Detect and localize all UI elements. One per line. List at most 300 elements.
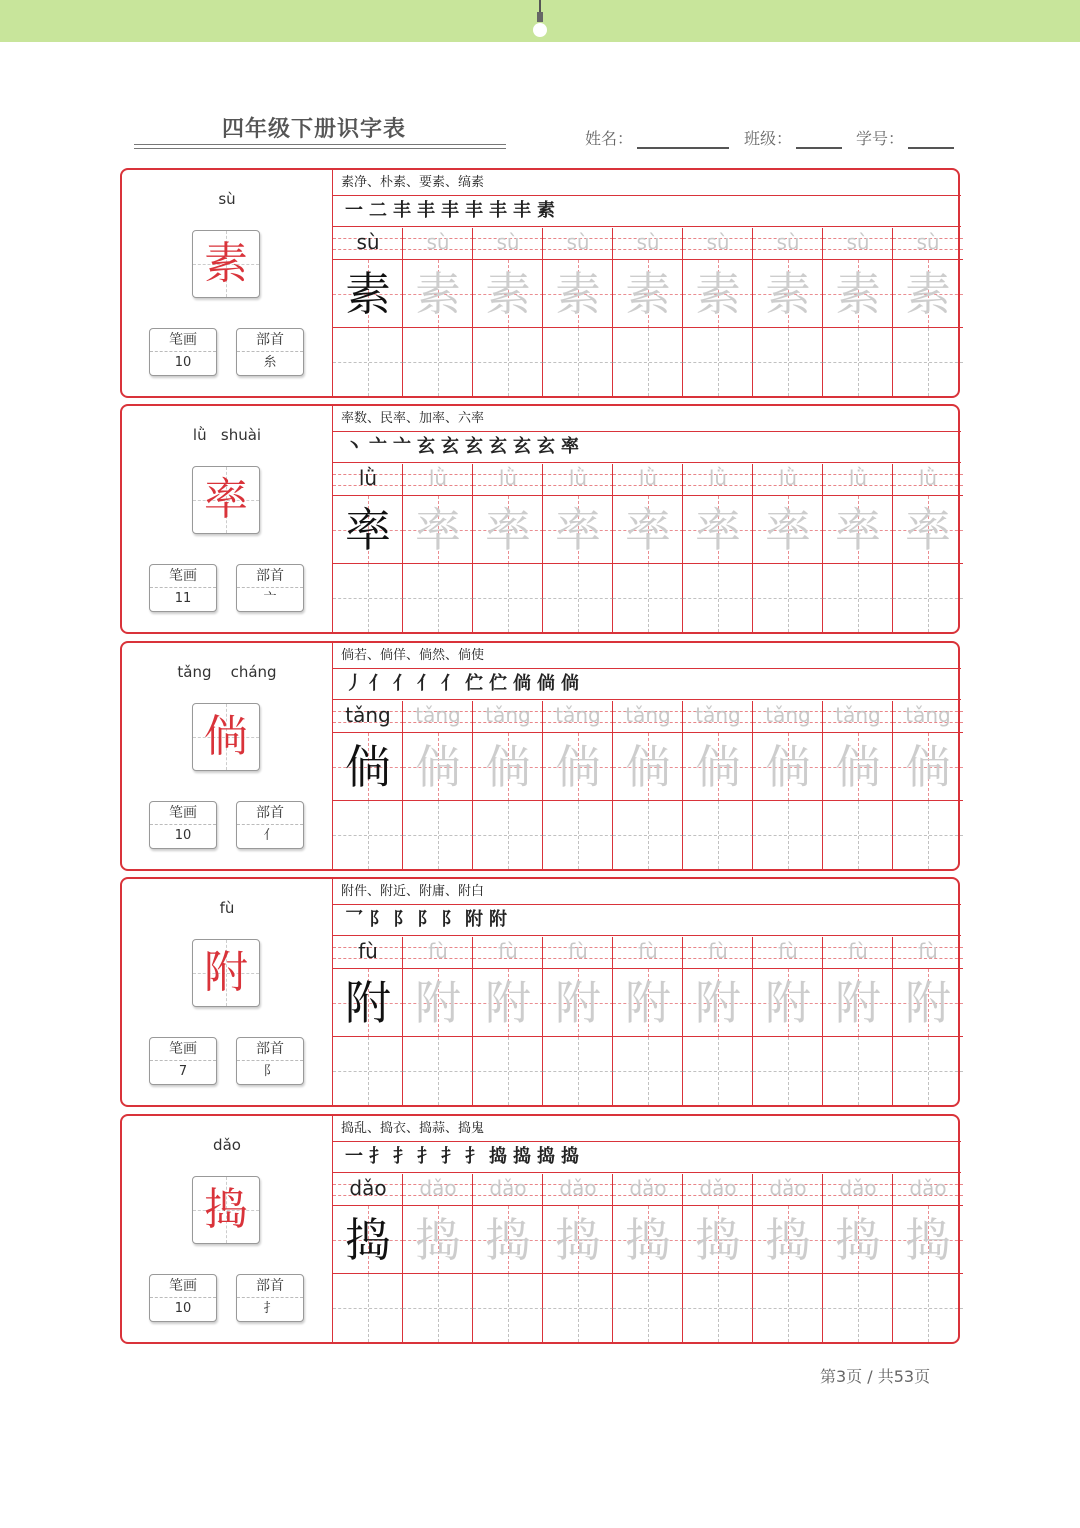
writing-cell[interactable] <box>473 801 543 869</box>
stroke-count-box <box>149 1037 217 1085</box>
practice-column <box>613 228 683 396</box>
pinyin-cell <box>893 1174 963 1206</box>
writing-cell[interactable] <box>683 1274 753 1342</box>
pinyin-cell <box>543 1174 613 1206</box>
trace-cell[interactable] <box>473 969 543 1037</box>
trace-cell[interactable] <box>893 1206 963 1274</box>
trace-cell[interactable] <box>893 969 963 1037</box>
writing-cell[interactable] <box>893 801 963 869</box>
stroke-step: 阝 <box>393 909 411 930</box>
writing-cell[interactable] <box>333 1037 403 1105</box>
pinyin-sample: tǎng <box>345 703 391 727</box>
practice-column <box>543 937 613 1105</box>
pinyin-cell <box>543 701 613 733</box>
pinyin-cell <box>893 701 963 733</box>
trace-cell[interactable] <box>403 1206 473 1274</box>
practice-column <box>683 1174 753 1342</box>
class-label: 班级： <box>744 129 793 148</box>
radical-label: 部首 <box>237 802 303 825</box>
stroke-step: 丰 <box>441 200 459 221</box>
card-info-panel <box>122 643 332 869</box>
practice-column <box>473 464 543 632</box>
pinyin-cell <box>403 937 473 969</box>
writing-cell[interactable] <box>333 328 403 396</box>
title-underline-2 <box>134 148 506 149</box>
pinyin-cell <box>333 1174 403 1206</box>
stroke-step: 捣 <box>489 1146 507 1167</box>
trace-cell[interactable] <box>403 969 473 1037</box>
practice-column <box>683 937 753 1105</box>
pinyin-trace: fù <box>498 939 518 963</box>
trace-cell[interactable] <box>543 969 613 1037</box>
writing-cell[interactable] <box>473 1037 543 1105</box>
writing-cell[interactable] <box>333 564 403 632</box>
model-character-box <box>192 1176 260 1244</box>
writing-cell[interactable] <box>403 328 473 396</box>
stroke-order <box>333 1143 961 1173</box>
example-words: 倘若、倘佯、倘然、倘使 <box>333 643 961 669</box>
character-trace: 率 <box>765 503 811 557</box>
pinyin-trace: dǎo <box>559 1176 597 1200</box>
stroke-count-box <box>149 1274 217 1322</box>
pinyin-label: fù <box>219 899 235 917</box>
stroke-step: 扌 <box>393 1146 411 1167</box>
practice-panel <box>332 406 961 632</box>
writing-cell[interactable] <box>753 1274 823 1342</box>
pinyin-trace: lǜ <box>778 466 798 490</box>
name-label: 姓名： <box>585 129 634 148</box>
character-trace: 率 <box>485 503 531 557</box>
trace-cell[interactable] <box>333 1206 403 1274</box>
writing-cell[interactable] <box>753 328 823 396</box>
character-trace: 捣 <box>485 1213 531 1267</box>
radical-label: 部首 <box>237 1038 303 1061</box>
stroke-order <box>333 670 961 700</box>
writing-cell[interactable] <box>753 801 823 869</box>
writing-cell[interactable] <box>893 1037 963 1105</box>
stroke-step: 阝 <box>417 909 435 930</box>
pinyin-trace: dǎo <box>489 1176 527 1200</box>
practice-column <box>893 701 961 869</box>
stroke-step: 一 <box>345 1146 363 1167</box>
stroke-count-value: 10 <box>174 355 192 370</box>
pinyin-label: lǜ shuài <box>192 426 262 444</box>
trace-cell[interactable] <box>543 733 613 801</box>
stroke-step: 玄 <box>489 436 507 457</box>
example-words: 附件、附近、附庸、附白 <box>333 879 961 905</box>
stroke-step: 丰 <box>465 200 483 221</box>
pinyin-cell <box>473 228 543 260</box>
character-trace: 率 <box>835 503 881 557</box>
pinyin-trace: fù <box>708 939 728 963</box>
trace-cell[interactable] <box>403 733 473 801</box>
pinyin-cell <box>893 228 963 260</box>
pinyin-trace: tǎng <box>415 703 461 727</box>
stroke-step: 丰 <box>417 200 435 221</box>
trace-cell[interactable] <box>613 1206 683 1274</box>
practice-column <box>893 1174 961 1342</box>
writing-cell[interactable] <box>543 1037 613 1105</box>
character-trace: 率 <box>695 503 741 557</box>
character-trace: 素 <box>835 267 881 321</box>
practice-column <box>753 1174 823 1342</box>
character-trace: 倘 <box>765 740 811 794</box>
model-character-box <box>192 703 260 771</box>
trace-cell[interactable] <box>683 733 753 801</box>
practice-column <box>333 937 403 1105</box>
writing-cell[interactable] <box>893 564 963 632</box>
stroke-step: 附 <box>465 909 483 930</box>
practice-column <box>403 464 473 632</box>
pinyin-trace: lǜ <box>638 466 658 490</box>
stroke-step: 二 <box>369 200 387 221</box>
trace-cell[interactable] <box>613 969 683 1037</box>
stroke-step: 扌 <box>417 1146 435 1167</box>
number-blank[interactable] <box>908 129 954 149</box>
character-trace: 附 <box>415 976 461 1030</box>
trace-cell[interactable] <box>543 1206 613 1274</box>
writing-cell[interactable] <box>823 564 893 632</box>
stroke-count-label: 笔画 <box>150 329 216 352</box>
trace-cell[interactable] <box>613 260 683 328</box>
writing-cell[interactable] <box>473 1274 543 1342</box>
stroke-step: 捣 <box>513 1146 531 1167</box>
character-sample: 倘 <box>345 740 391 794</box>
stroke-count-label: 笔画 <box>150 1038 216 1061</box>
pinyin-cell <box>823 228 893 260</box>
practice-column <box>473 937 543 1105</box>
name-blank[interactable] <box>637 129 729 149</box>
stroke-step: 亻 <box>393 673 411 694</box>
pinyin-trace: fù <box>778 939 798 963</box>
practice-column <box>613 701 683 869</box>
practice-column <box>823 701 893 869</box>
trace-cell[interactable] <box>753 733 823 801</box>
practice-column <box>893 464 961 632</box>
pinyin-cell <box>613 464 683 496</box>
trace-cell[interactable] <box>403 496 473 564</box>
writing-cell[interactable] <box>823 801 893 869</box>
number-field[interactable] <box>856 126 954 149</box>
pinyin-cell <box>683 937 753 969</box>
practice-column <box>543 464 613 632</box>
card-info-panel <box>122 879 332 1105</box>
writing-cell[interactable] <box>473 328 543 396</box>
practice-column <box>613 464 683 632</box>
stroke-step: 玄 <box>537 436 555 457</box>
practice-column <box>473 701 543 869</box>
character-trace: 捣 <box>415 1213 461 1267</box>
pinyin-sample: lǜ <box>358 466 378 490</box>
character-trace: 附 <box>835 976 881 1030</box>
pinyin-cell <box>683 464 753 496</box>
pinyin-trace: sù <box>846 230 870 254</box>
trace-cell[interactable] <box>473 733 543 801</box>
writing-cell[interactable] <box>753 564 823 632</box>
character-trace: 素 <box>415 267 461 321</box>
writing-cell[interactable] <box>333 801 403 869</box>
pinyin-trace: lǜ <box>848 466 868 490</box>
practice-column <box>473 228 543 396</box>
character-card <box>120 1114 960 1344</box>
trace-cell[interactable] <box>333 969 403 1037</box>
pinyin-cell <box>893 937 963 969</box>
writing-cell[interactable] <box>683 1037 753 1105</box>
page-indicator: 第3页 / 共53页 <box>820 1367 931 1386</box>
stroke-count-box <box>149 564 217 612</box>
practice-column <box>683 464 753 632</box>
stroke-step: 玄 <box>465 436 483 457</box>
pinyin-trace: lǜ <box>498 466 518 490</box>
pinyin-label: tǎng cháng <box>177 663 277 681</box>
pinyin-cell <box>403 228 473 260</box>
pinyin-cell <box>753 228 823 260</box>
trace-cell[interactable] <box>823 496 893 564</box>
class-blank[interactable] <box>796 129 842 149</box>
character-trace: 率 <box>555 503 601 557</box>
stroke-step: 倘 <box>513 673 531 694</box>
writing-cell[interactable] <box>543 564 613 632</box>
stroke-count-box <box>149 801 217 849</box>
pinyin-trace: sù <box>636 230 660 254</box>
trace-cell[interactable] <box>683 1206 753 1274</box>
radical-label: 部首 <box>237 1275 303 1298</box>
trace-cell[interactable] <box>683 496 753 564</box>
writing-cell[interactable] <box>893 1274 963 1342</box>
pinyin-trace: fù <box>848 939 868 963</box>
trace-cell[interactable] <box>333 496 403 564</box>
writing-cell[interactable] <box>403 564 473 632</box>
practice-column <box>333 1174 403 1342</box>
stroke-step: 阝 <box>369 909 387 930</box>
model-character-box <box>192 939 260 1007</box>
trace-cell[interactable] <box>473 496 543 564</box>
character-trace: 倘 <box>625 740 671 794</box>
pinyin-trace: tǎng <box>905 703 951 727</box>
stroke-step: 玄 <box>417 436 435 457</box>
character-trace: 率 <box>625 503 671 557</box>
trace-cell[interactable] <box>683 260 753 328</box>
pinyin-trace: dǎo <box>629 1176 667 1200</box>
writing-cell[interactable] <box>543 801 613 869</box>
character-trace: 率 <box>415 503 461 557</box>
stroke-step: 扌 <box>465 1146 483 1167</box>
pinyin-label: dǎo <box>213 1136 241 1154</box>
pinyin-cell <box>473 464 543 496</box>
practice-panel <box>332 643 961 869</box>
name-field[interactable] <box>585 126 729 149</box>
character-trace: 捣 <box>625 1213 671 1267</box>
trace-cell[interactable] <box>403 260 473 328</box>
character-trace: 附 <box>905 976 951 1030</box>
radical-value: 糸 <box>263 355 277 370</box>
practice-column <box>753 228 823 396</box>
writing-cell[interactable] <box>403 1274 473 1342</box>
writing-cell[interactable] <box>613 328 683 396</box>
practice-column <box>823 1174 893 1342</box>
trace-cell[interactable] <box>753 1206 823 1274</box>
character-trace: 素 <box>555 267 601 321</box>
stroke-count-label: 笔画 <box>150 802 216 825</box>
stroke-order <box>333 197 961 227</box>
character-sample: 率 <box>345 503 391 557</box>
pinyin-cell <box>613 1174 683 1206</box>
writing-cell[interactable] <box>333 1274 403 1342</box>
stroke-step: 玄 <box>513 436 531 457</box>
character-trace: 素 <box>905 267 951 321</box>
practice-column <box>543 228 613 396</box>
trace-cell[interactable] <box>333 733 403 801</box>
pinyin-cell <box>683 228 753 260</box>
trace-cell[interactable] <box>823 1206 893 1274</box>
character-trace: 素 <box>765 267 811 321</box>
pinyin-trace: sù <box>706 230 730 254</box>
practice-column <box>403 937 473 1105</box>
trace-cell[interactable] <box>823 733 893 801</box>
trace-cell[interactable] <box>473 260 543 328</box>
pinyin-cell <box>893 464 963 496</box>
trace-cell[interactable] <box>753 969 823 1037</box>
character-trace: 捣 <box>555 1213 601 1267</box>
stroke-step: 亻 <box>417 673 435 694</box>
radical-value: 扌 <box>263 1301 277 1316</box>
stroke-count-value: 11 <box>174 591 192 606</box>
pinyin-cell <box>613 937 683 969</box>
practice-column <box>893 937 961 1105</box>
class-field[interactable] <box>744 126 842 149</box>
stroke-step: 捣 <box>561 1146 579 1167</box>
trace-cell[interactable] <box>823 969 893 1037</box>
stroke-step: 丰 <box>393 200 411 221</box>
writing-cell[interactable] <box>683 328 753 396</box>
trace-cell[interactable] <box>893 496 963 564</box>
pinyin-cell <box>333 937 403 969</box>
practice-column <box>753 464 823 632</box>
practice-column <box>893 228 961 396</box>
writing-cell[interactable] <box>613 564 683 632</box>
stroke-step: 丿 <box>345 673 363 694</box>
writing-cell[interactable] <box>473 564 543 632</box>
trace-cell[interactable] <box>823 260 893 328</box>
trace-cell[interactable] <box>333 260 403 328</box>
pinyin-trace: sù <box>496 230 520 254</box>
trace-cell[interactable] <box>543 496 613 564</box>
pinyin-cell <box>403 701 473 733</box>
writing-cell[interactable] <box>613 1274 683 1342</box>
pinyin-cell <box>333 701 403 733</box>
character-sample: 捣 <box>345 1213 391 1267</box>
stroke-step: 素 <box>537 200 555 221</box>
pinyin-trace: dǎo <box>839 1176 877 1200</box>
pinyin-cell <box>333 228 403 260</box>
trace-cell[interactable] <box>473 1206 543 1274</box>
pinyin-cell <box>333 464 403 496</box>
trace-cell[interactable] <box>893 733 963 801</box>
pinyin-trace: tǎng <box>555 703 601 727</box>
practice-column <box>613 937 683 1105</box>
pinyin-trace: dǎo <box>769 1176 807 1200</box>
writing-cell[interactable] <box>543 1274 613 1342</box>
stroke-step: 亻 <box>441 673 459 694</box>
trace-cell[interactable] <box>613 496 683 564</box>
writing-cell[interactable] <box>823 328 893 396</box>
character-trace: 倘 <box>905 740 951 794</box>
pinyin-trace: tǎng <box>485 703 531 727</box>
character-trace: 捣 <box>905 1213 951 1267</box>
example-words: 素净、朴素、要素、缟素 <box>333 170 961 196</box>
stroke-step: 伫 <box>489 673 507 694</box>
practice-column <box>753 701 823 869</box>
radical-value: 阝 <box>263 1064 277 1079</box>
trace-cell[interactable] <box>683 969 753 1037</box>
writing-cell[interactable] <box>403 801 473 869</box>
stroke-count-value: 10 <box>174 1301 192 1316</box>
stroke-step: 乛 <box>345 909 363 930</box>
trace-cell[interactable] <box>893 260 963 328</box>
stroke-order <box>333 906 961 936</box>
writing-cell[interactable] <box>403 1037 473 1105</box>
example-words: 捣乱、捣衣、捣蒜、捣鬼 <box>333 1116 961 1142</box>
pinyin-trace: dǎo <box>909 1176 947 1200</box>
pinyin-cell <box>403 464 473 496</box>
stroke-step: 阝 <box>441 909 459 930</box>
writing-cell[interactable] <box>613 1037 683 1105</box>
pinyin-trace: sù <box>566 230 590 254</box>
writing-cell[interactable] <box>613 801 683 869</box>
character-trace: 捣 <box>765 1213 811 1267</box>
stroke-count-label: 笔画 <box>150 1275 216 1298</box>
writing-cell[interactable] <box>893 328 963 396</box>
radical-value: 亻 <box>263 828 277 843</box>
writing-cell[interactable] <box>543 328 613 396</box>
card-info-panel <box>122 170 332 396</box>
model-character: 附 <box>204 947 248 998</box>
practice-grid <box>333 701 961 869</box>
stroke-step: 亠 <box>369 436 387 457</box>
practice-column <box>473 1174 543 1342</box>
practice-grid <box>333 464 961 632</box>
character-trace: 率 <box>905 503 951 557</box>
practice-grid <box>333 228 961 396</box>
trace-cell[interactable] <box>753 496 823 564</box>
pinyin-trace: tǎng <box>695 703 741 727</box>
worksheet-header <box>0 100 1080 160</box>
writing-cell[interactable] <box>683 801 753 869</box>
radical-box <box>236 564 304 612</box>
top-banner <box>0 0 1080 42</box>
trace-cell[interactable] <box>613 733 683 801</box>
pinyin-cell <box>473 701 543 733</box>
writing-cell[interactable] <box>683 564 753 632</box>
stroke-count-value: 10 <box>174 828 192 843</box>
pinyin-cell <box>753 464 823 496</box>
stroke-step: 扌 <box>369 1146 387 1167</box>
writing-cell[interactable] <box>823 1037 893 1105</box>
radical-box <box>236 328 304 376</box>
page-title: 四年级下册识字表 <box>222 117 407 142</box>
trace-cell[interactable] <box>753 260 823 328</box>
pinyin-sample: dǎo <box>349 1176 387 1200</box>
stroke-step: 伫 <box>465 673 483 694</box>
practice-column <box>823 228 893 396</box>
practice-column <box>333 701 403 869</box>
pinyin-trace: sù <box>426 230 450 254</box>
writing-cell[interactable] <box>823 1274 893 1342</box>
trace-cell[interactable] <box>543 260 613 328</box>
writing-cell[interactable] <box>753 1037 823 1105</box>
radical-value: 亠 <box>263 591 277 606</box>
practice-grid <box>333 1174 961 1342</box>
